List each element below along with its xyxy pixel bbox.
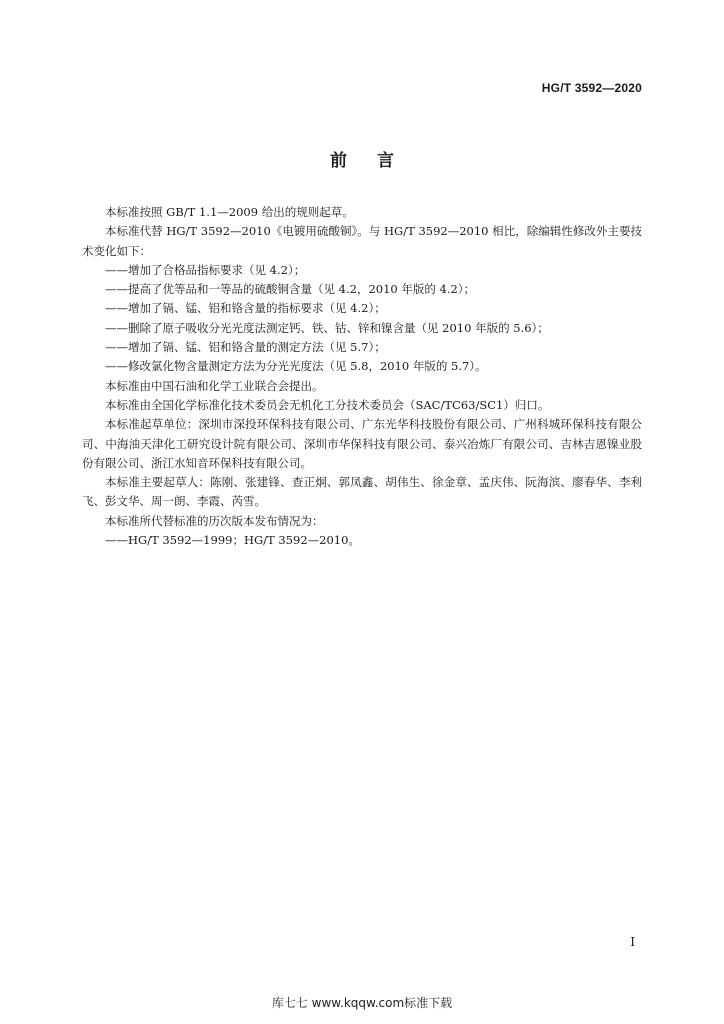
page-number: I	[630, 935, 635, 949]
paragraph-replacement: 本标准代替 HG/T 3592—2010《电镀用硫酸铜》。与 HG/T 3592—2010 相比，除编辑性修改外主要技术变化如下：	[82, 224, 642, 258]
change-item: ——增加了合格品指标要求（见 4.2）；	[105, 262, 306, 277]
paragraph-history-intro: 本标准所代替标准的历次版本发布情况为：	[105, 513, 324, 528]
history-item: ——HG/T 3592—1999；HG/T 3592—2010。	[105, 533, 360, 548]
paragraph-drafting-rules: 本标准按照 GB/T 1.1—2009 给出的规则起草。	[105, 205, 354, 219]
page-title: 前言	[330, 151, 424, 171]
foreword-body	[82, 203, 642, 550]
change-item: ——提高了优等品和一等品的硫酸铜含量（见 4.2，2010 年版的 4.2）；	[105, 282, 476, 297]
paragraph-proposer: 本标准由中国石油和化学工业联合会提出。	[105, 378, 324, 393]
change-item: ——增加了镉、锰、铝和铬含量的指标要求（见 4.2）；	[105, 301, 386, 316]
paragraph-drafters: 本标准主要起草人：陈刚、张建锋、查正炯、郭凤鑫、胡伟生、徐金章、孟庆伟、阮海滨、廖春华、李利飞、彭文华、周一朗、李霞、芮雪。	[82, 475, 642, 509]
paragraph-drafting-units: 本标准起草单位：深圳市深投环保科技有限公司、广东光华科技股份有限公司、广州科城环保科技有限公司、中海油天津化工研究设计院有限公司、深圳市华保科技有限公司、泰兴冶炼厂有限公司、吉林吉恩镍业股份有限公司、浙江水知音环保科技有限公司。	[82, 417, 642, 470]
change-item: ——删除了原子吸收分光光度法测定钙、铁、钴、锌和镍含量（见 2010 年版的 5.6）；	[105, 320, 549, 335]
standard-code: HG/T 3592—2020	[541, 81, 642, 95]
change-item: ——修改氯化物含量测定方法为分光光度法（见 5.8，2010 年版的 5.7）。	[105, 359, 487, 374]
paragraph-committee: 本标准由全国化学标准化技术委员会无机化工分技术委员会（SAC/TC63/SC1）归口。	[105, 397, 550, 412]
footer-watermark-text: 库七七 www.kqqw.com标准下载	[271, 996, 453, 1010]
change-item: ——增加了镉、锰、铝和铬含量的测定方法（见 5.7）；	[105, 340, 386, 355]
